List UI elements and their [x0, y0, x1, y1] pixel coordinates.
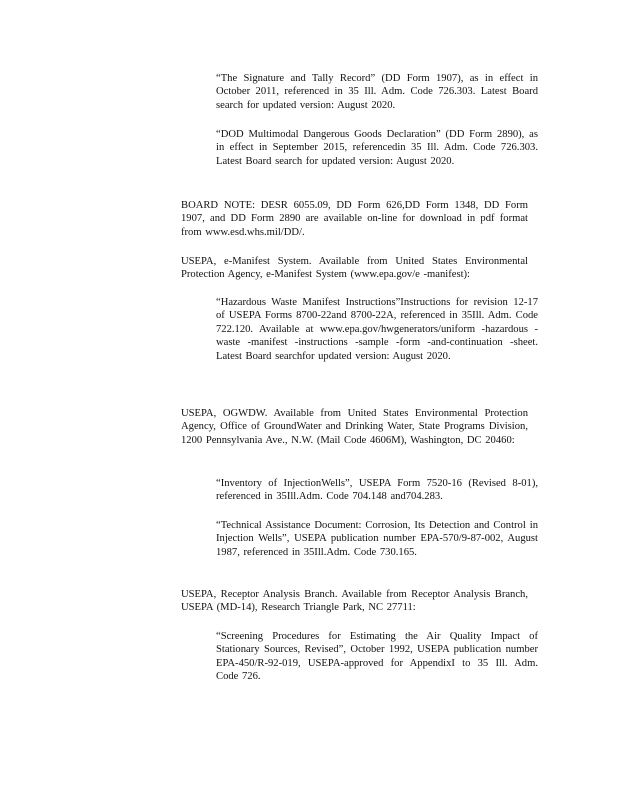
reference-dod-multimodal-declaration: “DOD Multimodal Dangerous Goods Declaration” (DD Form 2890), as in effect in September 2015, referencedin 35 Ill. Adm. Code 726.303. Latest Board search for updated version: August 2020.: [216, 129, 538, 167]
reference-inventory-injection-wells: “Inventory of InjectionWells”, USEPA Form 7520-16 (Revised 8-01), referenced in 35Ill.Adm. Code 704.148 and704.283.: [216, 478, 538, 503]
board-note: BOARD NOTE: DESR 6055.09, DD Form 626,DD Form 1348, DD Form 1907, and DD Form 2890 are available on-line for download in pdf format from www.esd.whs.mil/DD/.: [181, 200, 528, 238]
source-usepa-receptor-analysis-branch: USEPA, Receptor Analysis Branch. Available from Receptor Analysis Branch, USEPA (MD-14), Research Triangle Park, NC 27711:: [181, 589, 528, 614]
source-usepa-ogwdw: USEPA, OGWDW. Available from United States Environmental Protection Agency, Office of GroundWater and Drinking Water, State Programs Division, 1200 Pennsylvania Ave., N.W. (Mail Code 4606M), Washington, DC 20460:: [181, 408, 528, 446]
reference-signature-tally-record: “The Signature and Tally Record” (DD Form 1907), as in effect in October 2011, referenced in 35 Ill. Adm. Code 726.303. Latest Board search for updated version: August 2020.: [216, 73, 538, 111]
reference-technical-assistance-document: “Technical Assistance Document: Corrosion, Its Detection and Control in Injection Wells”, USEPA publication number EPA-570/9-87-002, August 1987, referenced in 35Ill.Adm. Code 730.165.: [216, 520, 538, 558]
reference-screening-procedures: “Screening Procedures for Estimating the Air Quality Impact of Stationary Sources, Revised”, October 1992, USEPA publication number EPA-450/R-92-019, USEPA-approved for AppendixI to 35 Ill. Adm. Code 726.: [216, 631, 538, 683]
reference-hazardous-waste-manifest-instructions: “Hazardous Waste Manifest Instructions”Instructions for revision 12-17 of USEPA Forms 8700-22and 8700-22A, referenced in 35Ill. Adm. Code 722.120. Available at www.epa.gov/hwgenerators/uniform -hazardous -waste -manifest -instructions -sample -form -and-continuation -sheet. Latest Board searchfor updated version: August 2020.: [216, 297, 538, 362]
source-usepa-e-manifest: USEPA, e-Manifest System. Available from United States Environmental Protection Agency, e-Manifest System (www.epa.gov/e -manifest):: [181, 256, 528, 281]
